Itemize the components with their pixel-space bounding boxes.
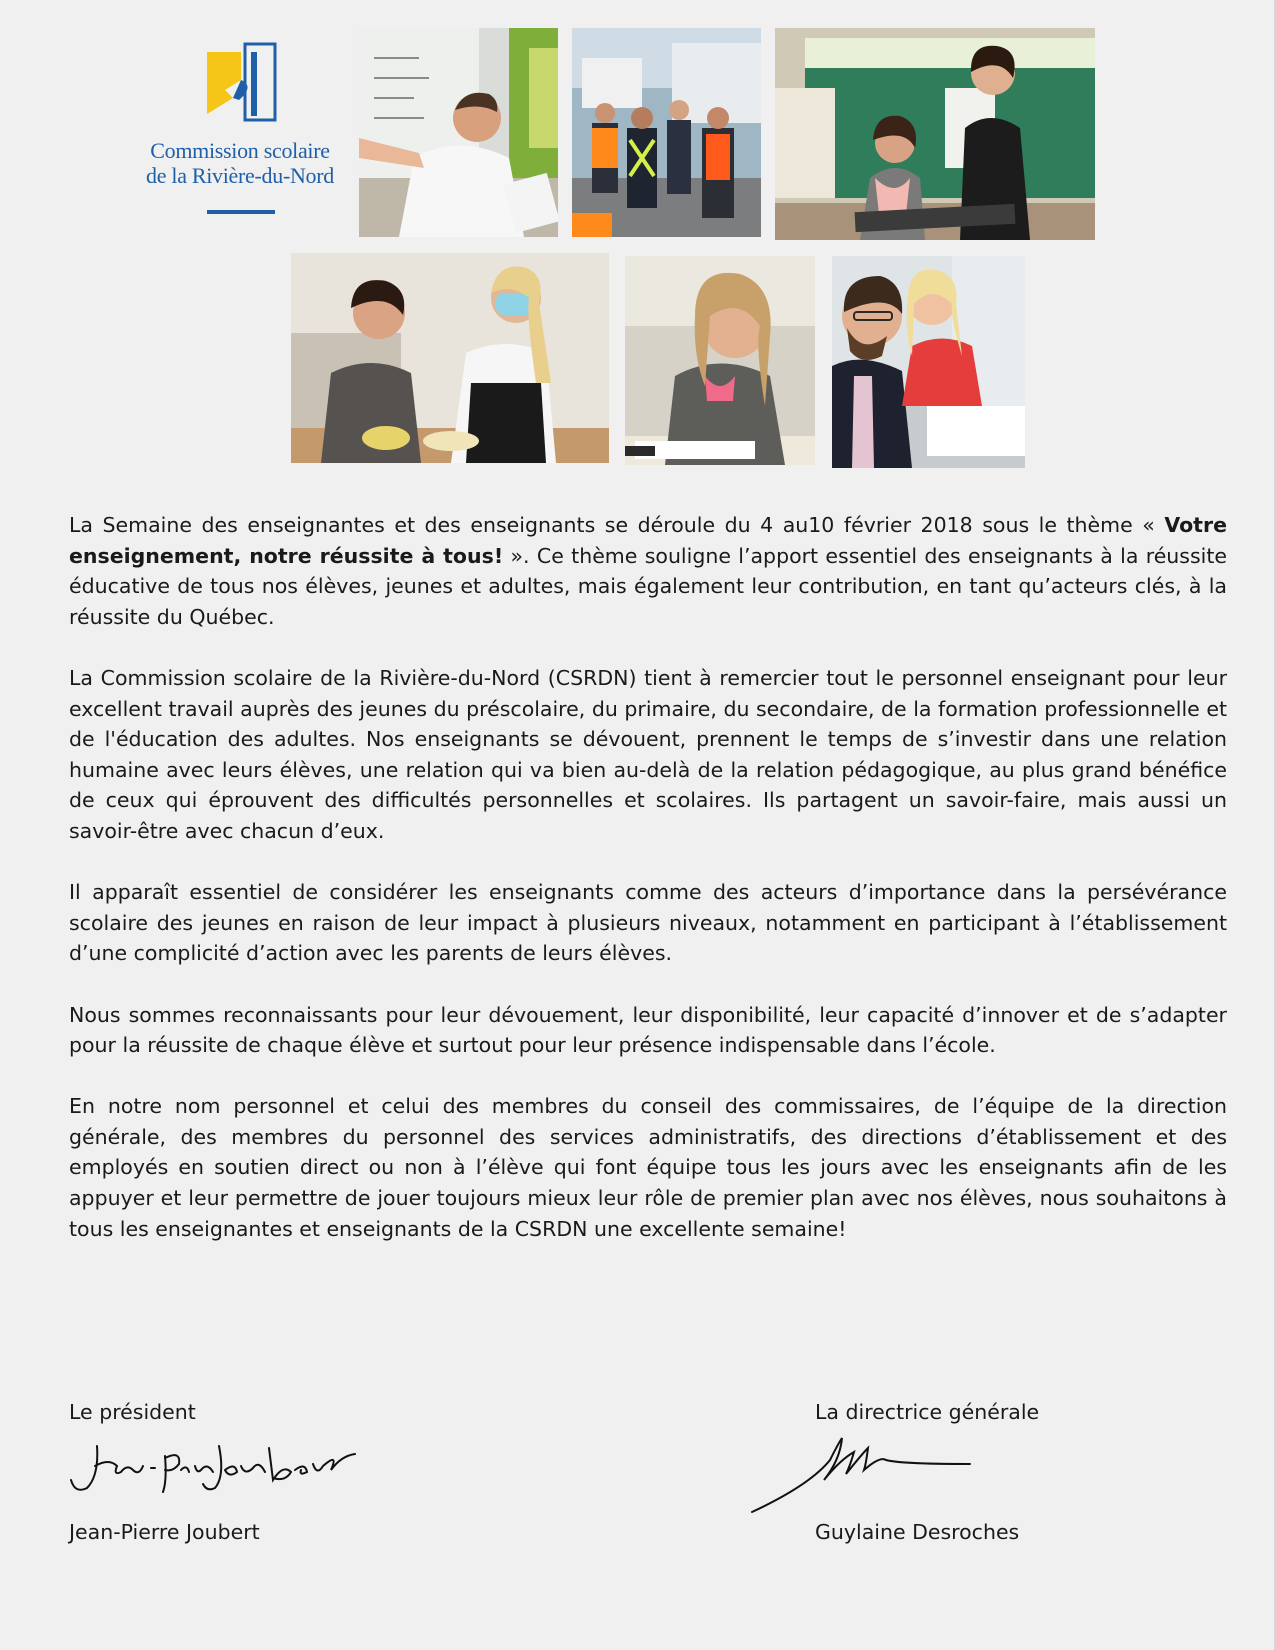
photo-students-chalkboard [775, 28, 1095, 240]
logo-underline [207, 210, 275, 214]
photo-teacher-whiteboard [359, 28, 558, 237]
paragraph-1: La Semaine des enseignantes et des enseignants se déroule du 4 au10 février 2018 sous le thème « Votre enseignement, notre réussite à tous! ». Ce thème souligne l’apport essentiel des enseignants à la réussite éducative de tous nos élèves, jeunes et adultes, mais également leur contribution, en tant qu’acteurs clés, à la réussite du Québec. [69, 513, 1228, 629]
csrdn-logo [130, 38, 350, 228]
logo-line-1: Commission scolaire [150, 138, 330, 163]
paragraph-5: En notre nom personnel et celui des membres du conseil des commissaires, de l’équipe de la direction générale, des membres du personnel des services administratifs, des directions d’établissement et des employés en soutien direct ou non à l’élève qui font équipe tous les jours avec les enseignants afin de les appuyer et leur permettre de jouer toujours mieux leur rôle de premier plan avec nos élèves, nous souhaitons à tous les enseignantes et enseignants de la CSRDN une excellente semaine! [69, 1094, 1227, 1241]
cooking-class-icon [291, 253, 609, 463]
student-writing-icon [625, 256, 815, 465]
signature-block-director [815, 1400, 1195, 1550]
photo-student-writing [625, 256, 815, 465]
signature-block-president [69, 1400, 429, 1550]
handwritten-signature-icon [750, 1430, 980, 1515]
signatory-title: Le président [69, 1400, 196, 1424]
tutor-with-student-icon [832, 256, 1025, 468]
handwritten-signature-icon [69, 1436, 359, 1496]
logo-mark-icon [205, 42, 277, 122]
signatory-title: La directrice générale [815, 1400, 1040, 1424]
letter-body [69, 510, 1227, 1275]
photo-workers-yard [572, 28, 761, 237]
paragraph-2: La Commission scolaire de la Rivière-du-Nord (CSRDN) tient à remercier tout le personnel enseignant pour leur excellent travail auprès des jeunes du préscolaire, du primaire, du secondaire, de la formation professionnelle et de l'éducation des adultes. Nos enseignants se dévouent, prennent le temps de s’investir dans une relation humaine avec leurs élèves, une relation qui va bien au-delà de la relation pédagogique, au plus grand bénéfice de ceux qui éprouvent des difficultés personnelles et scolaires. Ils partagent un savoir-faire, mais aussi un savoir-être avec chacun d’eux. [69, 665, 1227, 843]
theme-title: Votre enseignement, notre réussite à tous! [69, 513, 1227, 568]
paragraph-3: Il apparaît essentiel de considérer les enseignants comme des acteurs d’importance dans la persévérance scolaire des jeunes en raison de leur impact à plusieurs niveaux, notamment en participant à l’établissement d’une complicité d’action avec les parents de leurs élèves. [69, 880, 1227, 966]
signatory-name: Jean-Pierre Joubert [69, 1520, 260, 1544]
logo-line-2: de la Rivière-du-Nord [146, 163, 334, 188]
photo-cooking-class [291, 253, 609, 463]
signatory-name: Guylaine Desroches [815, 1520, 1020, 1544]
teacher-at-whiteboard-icon [359, 28, 558, 237]
logo-wordmark [130, 138, 350, 188]
paragraph-4: Nous sommes reconnaissants pour leur dévouement, leur disponibilité, leur capacité d’innover et de s’adapter pour la réussite de chaque élève et surtout pour leur présence indispensable dans l’école. [69, 1002, 1227, 1058]
workers-in-safety-vests-icon [572, 28, 761, 237]
students-at-chalkboard-icon [775, 28, 1095, 240]
photo-tutor-student [832, 256, 1025, 468]
